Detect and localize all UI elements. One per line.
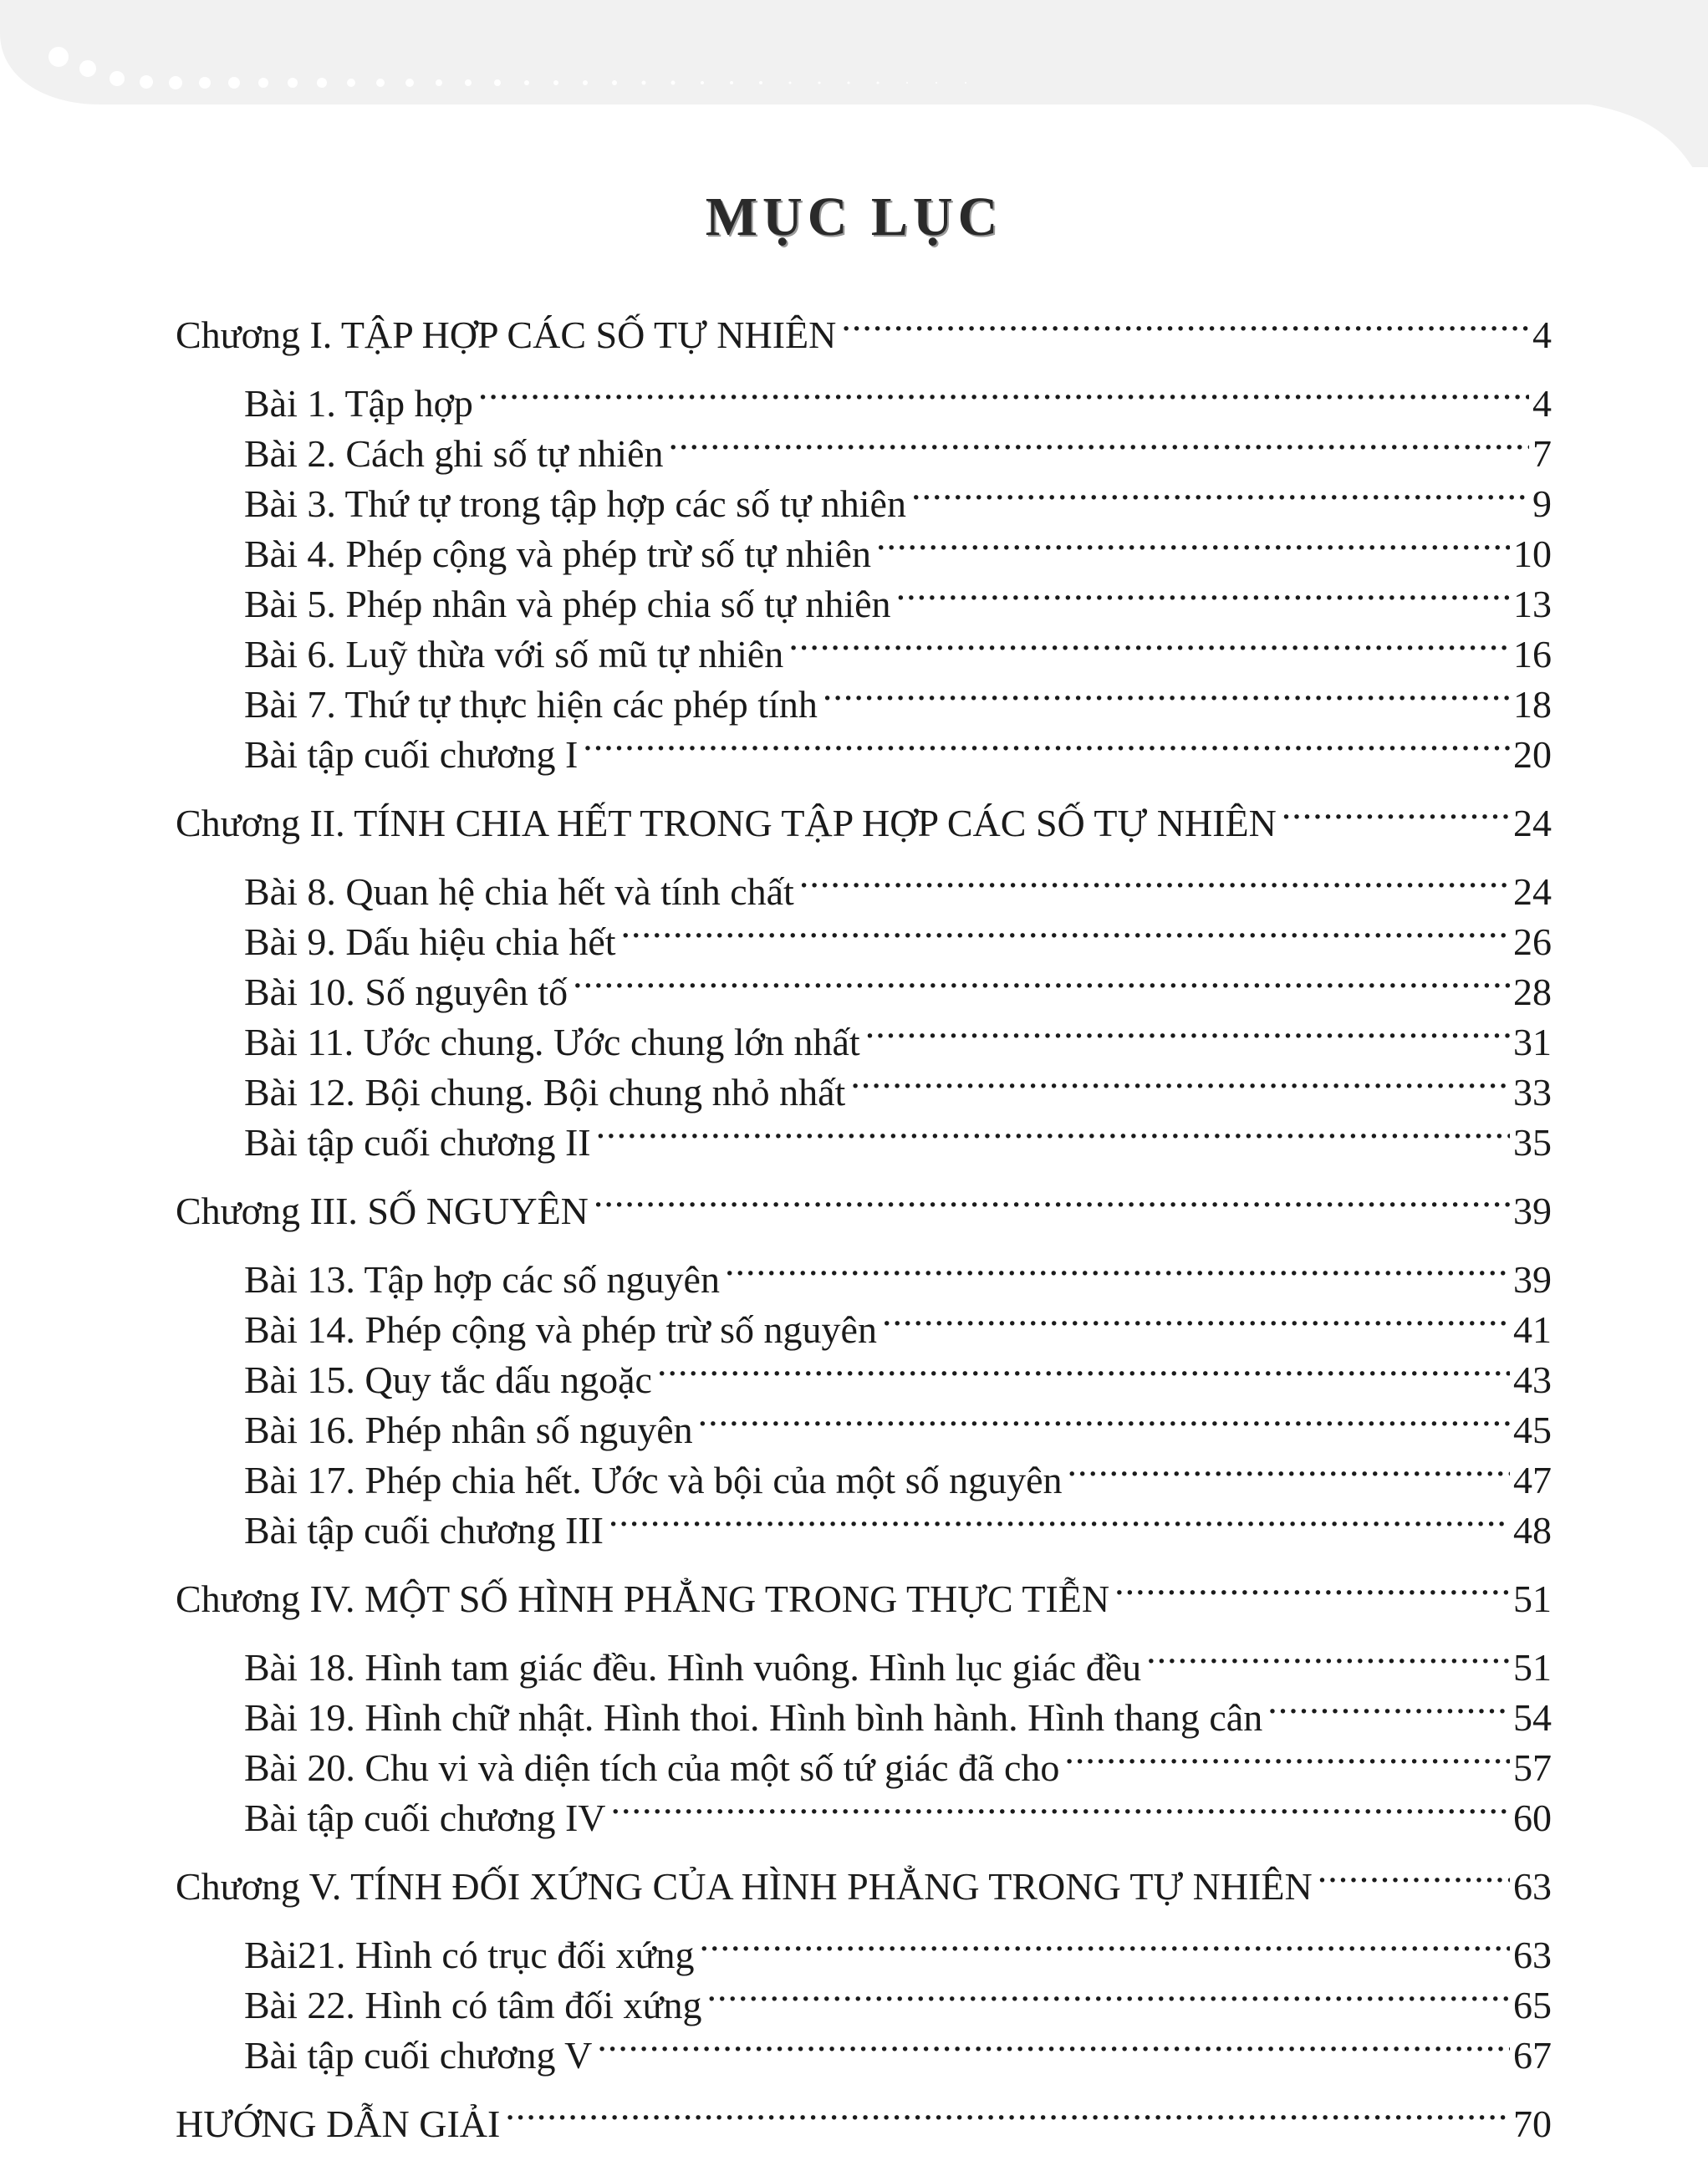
toc-page-number: 7 xyxy=(1532,432,1552,475)
toc-entry-label: Bài 5. Phép nhân và phép chia số tự nhiên xyxy=(244,583,891,625)
toc-page-number: 31 xyxy=(1513,1021,1552,1063)
toc-page-number: 35 xyxy=(1513,1121,1552,1164)
toc-page-number: 28 xyxy=(1513,971,1552,1013)
toc-entry-label: Bài 19. Hình chữ nhật. Hình thoi. Hình bình hành. Hình thang cân xyxy=(244,1696,1263,1739)
toc-entry-label: Chương IV. MỘT SỐ HÌNH PHẲNG TRONG THỰC TIỄN xyxy=(176,1577,1110,1620)
toc-page-number: 47 xyxy=(1513,1459,1552,1501)
toc-entry-label: Bài 13. Tập hợp các số nguyên xyxy=(244,1258,720,1301)
toc-entry-label: Bài tập cuối chương V xyxy=(244,2034,593,2077)
toc-lesson-row xyxy=(176,1242,1552,1301)
toc-entry-label: Bài 1. Tập hợp xyxy=(244,382,473,425)
toc-entry-label: Bài 16. Phép nhân số nguyên xyxy=(244,1409,693,1451)
toc-page-number: 57 xyxy=(1513,1746,1552,1789)
dot-leader xyxy=(611,1781,1511,1831)
toc-entry-label: Chương III. SỐ NGUYÊN xyxy=(176,1190,589,1232)
dot-leader xyxy=(700,1918,1510,1968)
toc-page-number: 24 xyxy=(1513,870,1552,913)
toc-page-number: 60 xyxy=(1513,1797,1552,1839)
dot-leader xyxy=(1318,1849,1510,1899)
toc-page-number: 33 xyxy=(1513,1071,1552,1114)
toc-page-number: 4 xyxy=(1532,382,1552,425)
toc-entry-label: Bài 22. Hình có tâm đối xứng xyxy=(244,1984,702,2026)
dot-leader xyxy=(594,1174,1510,1224)
toc-chapter-row xyxy=(176,786,1552,844)
toc-page-number: 9 xyxy=(1532,482,1552,525)
page-title: MỤC LỤC xyxy=(705,186,1003,247)
toc-entry-label: Bài 8. Quan hệ chia hết và tính chất xyxy=(244,870,794,913)
dot-leader xyxy=(1267,1680,1510,1730)
dot-leader xyxy=(596,1105,1510,1155)
dot-leader xyxy=(609,1493,1510,1543)
toc-appendix-row xyxy=(176,2087,1552,2145)
toc-entry-label: Bài21. Hình có trục đối xứng xyxy=(244,1934,695,1976)
toc-entry-label: Bài 17. Phép chia hết. Ước và bội của một số nguyên xyxy=(244,1459,1063,1501)
dot-leader xyxy=(698,1393,1510,1443)
toc-chapter-row xyxy=(176,1562,1552,1620)
toc-entry-label: Bài 12. Bội chung. Bội chung nhỏ nhất xyxy=(244,1071,846,1114)
toc-entry-label: Bài 20. Chu vi và diện tích của một số tứ giác đã cho xyxy=(244,1746,1060,1789)
dot-leader xyxy=(911,466,1529,517)
dot-leader xyxy=(865,1005,1510,1055)
dot-leader xyxy=(1282,786,1510,836)
toc-lesson-row xyxy=(176,1630,1552,1689)
toc-page-number: 16 xyxy=(1513,633,1552,675)
toc-entry-label: Bài tập cuối chương II xyxy=(244,1121,591,1164)
dot-leader xyxy=(505,2087,1510,2137)
toc-entry-label: Bài 10. Số nguyên tố xyxy=(244,971,568,1013)
toc-page-number: 63 xyxy=(1513,1865,1552,1908)
dot-leader xyxy=(478,366,1529,416)
header-band xyxy=(0,0,1708,167)
dot-leader xyxy=(597,2018,1510,2068)
dot-leader xyxy=(841,298,1529,348)
toc-entry-label: Chương I. TẬP HỢP CÁC SỐ TỰ NHIÊN xyxy=(176,313,837,356)
toc-page-number: 4 xyxy=(1532,313,1552,356)
table-of-contents xyxy=(176,298,1552,2145)
dot-leader xyxy=(1114,1562,1510,1612)
toc-entry-label: Bài 3. Thứ tự trong tập hợp các số tự nhiên xyxy=(244,482,906,525)
toc-page-number: 39 xyxy=(1513,1190,1552,1232)
toc-page-number: 51 xyxy=(1513,1577,1552,1620)
toc-entry-label: Chương II. TÍNH CHIA HẾT TRONG TẬP HỢP CÁC SỐ TỰ NHIÊN xyxy=(176,802,1277,844)
toc-page-number: 51 xyxy=(1513,1646,1552,1689)
toc-entry-label: Bài tập cuối chương III xyxy=(244,1509,604,1552)
dot-leader xyxy=(725,1242,1510,1292)
dot-leader xyxy=(707,1968,1511,2018)
dot-leader xyxy=(657,1343,1510,1393)
dot-leader xyxy=(583,717,1510,767)
dot-leader xyxy=(573,955,1510,1005)
dot-leader xyxy=(1068,1443,1510,1493)
toc-chapter-row xyxy=(176,1174,1552,1232)
dot-leader xyxy=(896,567,1510,617)
dot-leader xyxy=(850,1055,1510,1105)
toc-entry-label: HƯỚNG DẪN GIẢI xyxy=(176,2102,501,2145)
dot-leader xyxy=(669,416,1530,466)
dot-leader xyxy=(823,667,1510,717)
toc-page-number: 18 xyxy=(1513,683,1552,726)
toc-entry-label: Bài 9. Dấu hiệu chia hết xyxy=(244,920,616,963)
toc-chapter-row xyxy=(176,298,1552,356)
toc-page-number: 26 xyxy=(1513,920,1552,963)
toc-page-number: 63 xyxy=(1513,1934,1552,1976)
toc-entry-label: Bài 14. Phép cộng và phép trừ số nguyên xyxy=(244,1308,877,1351)
toc-entry-label: Bài tập cuối chương I xyxy=(244,733,579,776)
toc-entry-label: Bài 18. Hình tam giác đều. Hình vuông. Hình lục giác đều xyxy=(244,1646,1142,1689)
toc-entry-label: Bài 6. Luỹ thừa với số mũ tự nhiên xyxy=(244,633,784,675)
toc-page-number: 54 xyxy=(1513,1696,1552,1739)
toc-lesson-row xyxy=(176,854,1552,913)
toc-page-number: 41 xyxy=(1513,1308,1552,1351)
toc-entry-label: Bài 2. Cách ghi số tự nhiên xyxy=(244,432,664,475)
toc-lesson-row xyxy=(176,1918,1552,1976)
toc-page-number: 45 xyxy=(1513,1409,1552,1451)
toc-entry-label: Bài 4. Phép cộng và phép trừ số tự nhiên xyxy=(244,533,871,575)
toc-entry-label: Bài 7. Thứ tự thực hiện các phép tính xyxy=(244,683,818,726)
toc-page-number: 13 xyxy=(1513,583,1552,625)
dot-leader xyxy=(1064,1730,1510,1781)
toc-page-number: 65 xyxy=(1513,1984,1552,2026)
toc-page-number: 70 xyxy=(1513,2102,1552,2145)
toc-page-number: 48 xyxy=(1513,1509,1552,1552)
toc-lesson-row xyxy=(176,366,1552,425)
dot-leader xyxy=(621,905,1510,955)
dot-leader xyxy=(1146,1630,1510,1680)
toc-chapter-row xyxy=(176,1849,1552,1908)
toc-entry-label: Bài 15. Quy tắc dấu ngoặc xyxy=(244,1358,652,1401)
toc-page-number: 20 xyxy=(1513,733,1552,776)
toc-page-number: 43 xyxy=(1513,1358,1552,1401)
toc-entry-label: Bài 11. Ước chung. Ước chung lớn nhất xyxy=(244,1021,860,1063)
toc-page-number: 10 xyxy=(1513,533,1552,575)
toc-entry-label: Bài tập cuối chương IV xyxy=(244,1797,606,1839)
dot-leader xyxy=(788,617,1510,667)
toc-page-number: 67 xyxy=(1513,2034,1552,2077)
toc-page-number: 39 xyxy=(1513,1258,1552,1301)
dot-leader xyxy=(799,854,1510,905)
toc-entry-label: Chương V. TÍNH ĐỐI XỨNG CỦA HÌNH PHẲNG TRONG TỰ NHIÊN xyxy=(176,1865,1313,1908)
toc-page-number: 24 xyxy=(1513,802,1552,844)
dot-leader xyxy=(876,517,1510,567)
dot-leader xyxy=(882,1292,1510,1343)
